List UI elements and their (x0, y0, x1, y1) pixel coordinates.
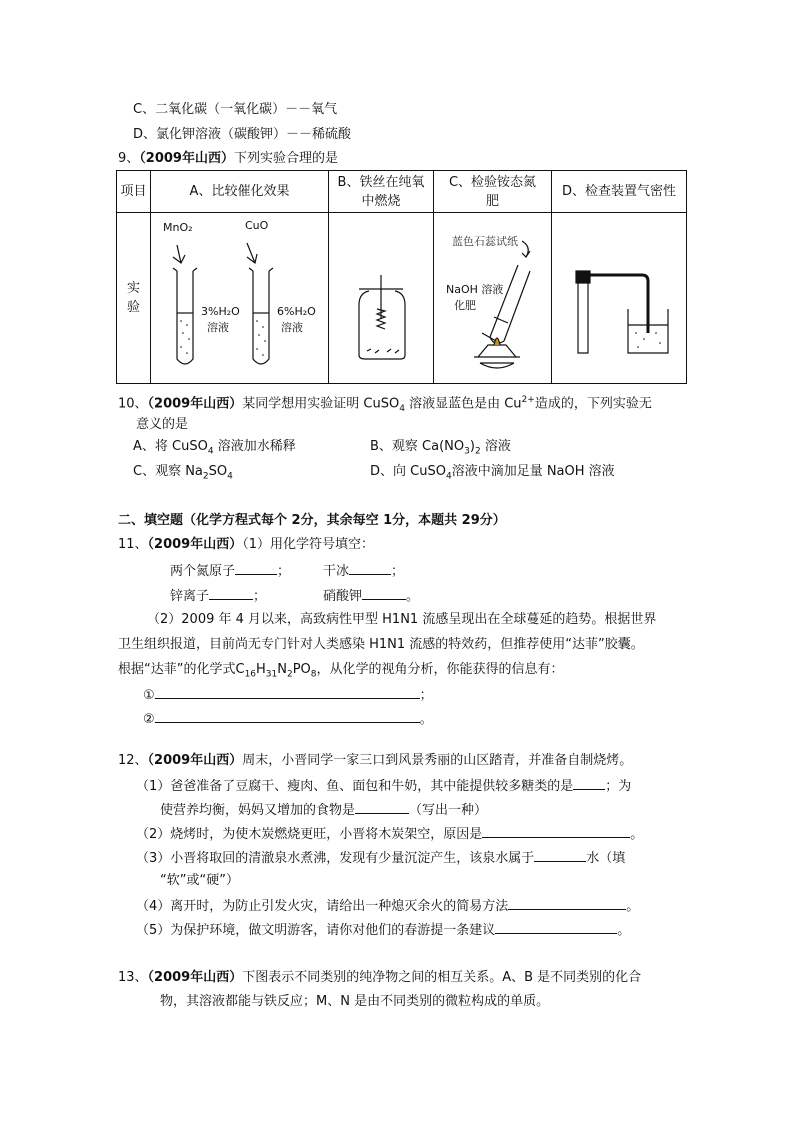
answer-line[interactable] (155, 685, 420, 699)
blank[interactable] (209, 586, 253, 600)
q12-sub1: （1）爸爸准备了豆腐干、瘦肉、鱼、面包和牛奶，其中能提供较多糖类的是 ；为 (136, 776, 631, 796)
q11-part2-line2: 卫生组织报道，目前尚无专门针对人类感染 H1N1 流感的特效药，但推荐使用“达菲”胶囊。 (118, 637, 644, 652)
q10-option-a: A、将 CuSO$_4$ 溶液加水稀释 (133, 439, 296, 457)
q13-number: 13、 (118, 970, 148, 985)
q12-sub3-cont: “软”或“硬”） (160, 873, 239, 888)
q13-text: 下图表示不同类别的纯净物之间的相互关系。A、B 是不同类别的化合 (242, 970, 642, 985)
label-mno2: MnO₂ (163, 221, 193, 234)
table-header-a: A、比较催化效果 (151, 171, 329, 213)
q10-source: （2009年山西） (147, 396, 243, 412)
q10-option-c: C、观察 $Na_2SO_4$ (133, 464, 233, 482)
q12-sub2: （2）烧烤时，为使木炭燃烧更旺，小晋将木炭架空，原因是 。 (136, 824, 643, 844)
label-naoh-solution: NaOH 溶液 (446, 283, 504, 296)
q10-option-b: B、观察 $Ca(NO_3)_2$ 溶液 (370, 439, 511, 457)
row-label-experiment: 实验 (117, 213, 151, 384)
iron-wire-bottle-drawing (329, 213, 434, 383)
ammonium-test-drawing (434, 213, 552, 383)
q11-fill-dryice: 干冰 ； (323, 561, 404, 581)
q11-answer-1: ① ； (143, 685, 433, 705)
label-solution-a: 溶液 (207, 321, 229, 334)
section-2-title: 二、填空题（化学方程式每个 2分，其余每空 1分，本题共 29分） (118, 513, 506, 528)
blank[interactable] (355, 800, 409, 814)
q10-line2: 意义的是 (136, 417, 189, 432)
q10-option-d: D、向 CuSO$_4$溶液中滴加足量 NaOH 溶液 (370, 464, 615, 482)
q11-fill-zinc: 锌离子 ； (170, 586, 266, 606)
q11-part2-line3: 根据“达菲”的化学式$C_{16}H_{31}N_2PO_8$，从化学的视角分析，你能获得的信息有： (118, 662, 564, 680)
q9-number: 9、 (118, 151, 140, 166)
blank[interactable] (508, 896, 626, 910)
blank[interactable] (362, 586, 406, 600)
table-header-d: D、检查装置气密性 (552, 171, 687, 213)
q13-line2: 物，其溶液都能与铁反应；M、N 是由不同类别的微粒构成的单质。 (160, 994, 550, 1009)
label-cuo: CuO (245, 219, 269, 232)
label-solution-b: 溶液 (281, 321, 303, 334)
q11-number: 11、 (118, 537, 148, 552)
q9-stem (118, 150, 338, 168)
q12-text: 周末，小晋同学一家三口到风景秀丽的山区踏青，并准备自制烧烤。 (242, 753, 633, 768)
q10-text: 某同学想用实验证明 (242, 396, 360, 412)
q13-stem (118, 969, 641, 987)
q9-experiment-table (116, 170, 687, 384)
blank[interactable] (235, 561, 277, 575)
table-header-b: B、铁丝在纯氧中燃烧 (329, 171, 434, 213)
q12-sub3: （3）小晋将取回的清澈泉水煮沸，发现有少量沉淀产生，该泉水属于 水（填 (136, 848, 625, 868)
table-header-c: C、检验铵态氮肥 (434, 171, 552, 213)
option-c-prev: C、二氧化碳（一氧化碳）－－氧气 (133, 102, 338, 117)
q10-text3: 造成的，下列实验无 (534, 396, 652, 412)
blank[interactable] (534, 848, 586, 862)
q12-sub4: （4）离开时，为防止引发火灾，请给出一种熄灭余火的简易方法 。 (136, 896, 639, 916)
figure-a-catalyst (151, 213, 329, 384)
q11-source: （2009年山西） (147, 537, 243, 552)
q12-sub1-cont: 使营养均衡，妈妈又增加的食物是 （写出一种） (160, 800, 487, 820)
q11-answer-2: ② 。 (143, 709, 433, 729)
q12-stem (118, 752, 632, 770)
option-d-prev: D、氯化钾溶液（碳酸钾）－－稀硫酸 (133, 127, 352, 142)
figure-b-iron-wire (329, 213, 434, 384)
blank[interactable] (573, 776, 605, 790)
label-fertilizer: 化肥 (454, 299, 476, 312)
q11-fill-kno3: 硝酸钾 。 (323, 586, 419, 606)
q13-source: （2009年山西） (147, 970, 243, 985)
blank[interactable] (482, 824, 630, 838)
answer-line[interactable] (155, 709, 420, 723)
q9-source: （2009年山西） (139, 151, 234, 166)
label-litmus-paper: 蓝色石蕊试纸 (452, 235, 518, 248)
q10-stem: 10、（2009年山西）某同学想用实验证明 CuSO$_4$ 溶液显蓝色是由 $Cu^{2+}$造成的，下列实验无 (118, 395, 652, 414)
label-h2o2-3: 3%H₂O (201, 305, 240, 318)
q10-number: 10、 (118, 396, 148, 412)
q12-source: （2009年山西） (147, 753, 243, 768)
airtightness-drawing (552, 213, 687, 383)
blank[interactable] (349, 561, 391, 575)
q11-stem (118, 536, 374, 554)
blank[interactable] (495, 920, 617, 934)
table-header-item: 项目 (117, 171, 151, 213)
q12-sub5: （5）为保护环境，做文明游客，请你对他们的春游提一条建议 。 (136, 920, 630, 940)
figure-c-ammonium-test (434, 213, 552, 384)
catalyst-test-tubes-drawing (151, 213, 329, 383)
q11-part1: （1）用化学符号填空： (242, 537, 375, 552)
label-h2o2-6: 6%H₂O (277, 305, 316, 318)
q9-text: 下列实验合理的是 (233, 151, 338, 166)
figure-d-airtightness (552, 213, 687, 384)
q12-number: 12、 (118, 753, 148, 768)
q11-fill-nitrogen: 两个氮原子 ； (170, 561, 290, 581)
q11-part2-line1: （2）2009 年 4 月以来，高致病性甲型 H1N1 流感呈现出在全球蔓延的趋势。根据世界 (147, 612, 657, 627)
q10-text2: 溶液显蓝色是由 (409, 396, 501, 412)
